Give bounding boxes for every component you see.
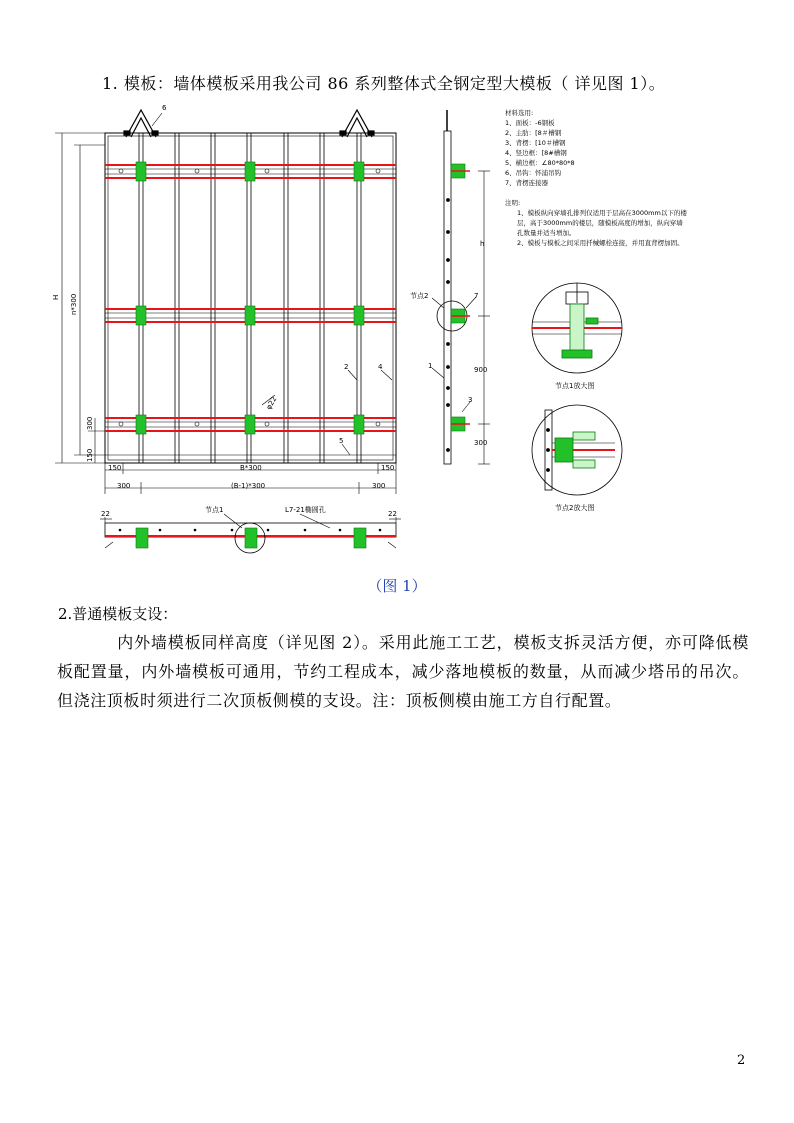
dim-300-bottom-left: 300 <box>117 482 131 490</box>
callout-1: 1 <box>428 362 433 370</box>
paragraph-text: 内外墙模板同样高度（详见图 2）。采用此施工工艺，模板支拆灵活方便，亦可降低模板配置量，内外墙模板可通用，节约工程成本，减少落地模板的数量，从而减少塔吊的吊次。但浇注顶板时须进行二次顶板侧模的支设。注：顶板侧模由施工方自行配置。 <box>57 633 749 710</box>
detail-1-caption: 节点1放大图 <box>555 382 595 390</box>
detail-1-enlarged <box>532 283 622 373</box>
dim-22-right: 22 <box>388 510 397 518</box>
material-item: 3、背楞：[10＃槽钢 <box>505 139 566 147</box>
detail-2-caption: 节点2放大图 <box>555 504 595 512</box>
dim-300-side: 300 <box>474 439 488 447</box>
node-2-label: 节点2 <box>410 292 429 300</box>
side-section <box>432 110 490 464</box>
dim-150-left: 150 <box>86 448 94 462</box>
callout-5: 5 <box>339 437 344 445</box>
dim-phi: φ22 <box>264 395 279 411</box>
material-item: 4、竖边框：[8#槽钢 <box>505 149 567 157</box>
material-item: 5、横边框：∠80*80*8 <box>505 159 575 167</box>
dim-150-bottom-left: 150 <box>108 464 122 472</box>
dim-B300: B*300 <box>240 464 262 472</box>
waler-connectors <box>136 162 364 434</box>
page-number: 2 <box>737 1053 746 1068</box>
materials-title: 材料选用: <box>505 109 534 117</box>
elevation-view <box>105 133 396 463</box>
material-item: 1、面板：-6钢板 <box>505 119 555 127</box>
section-heading-support: 2.普通模板支设： <box>58 605 178 623</box>
dim-n300: n*300 <box>70 293 78 315</box>
dim-22-left: 22 <box>101 510 110 518</box>
node-1-label: 节点1 <box>205 506 224 514</box>
notes-title: 注明: <box>505 199 521 207</box>
section-heading-formwork: 1. 模板：墙体模板采用我公司 86 系列整体式全钢定型大模板（ 详见图 1）。 <box>102 74 666 93</box>
dim-150-bottom-right: 150 <box>381 464 395 472</box>
dim-300-left: 300 <box>86 416 94 430</box>
callout-2: 2 <box>344 363 349 371</box>
dim-900: 900 <box>474 366 488 374</box>
dim-300-bottom-right: 300 <box>372 482 386 490</box>
dim-Bm1: (B-1)*300 <box>231 482 266 490</box>
callout-3: 3 <box>468 396 473 404</box>
material-item: 2、主肋：[8＃槽钢 <box>505 129 562 137</box>
figure-caption: （图 1） <box>367 577 427 595</box>
detail-2-enlarged <box>532 405 622 495</box>
note-item: 1、模板纵向穿墙孔排列仅适用于层高在3000mm以下的楼层，高于3000mm的楼层，随模板高度的增加，纵向穿墙孔数量并适当增加。 <box>517 209 687 237</box>
material-item: 7、背楞连接器 <box>505 179 549 187</box>
callout-7: 7 <box>474 292 479 300</box>
callout-4: 4 <box>378 363 383 371</box>
dim-H: H <box>52 294 60 300</box>
dim-h: h <box>480 240 485 248</box>
materials-legend <box>505 108 685 248</box>
body-paragraph <box>57 628 749 715</box>
callout-6: 6 <box>162 104 167 112</box>
note-item: 2、模板与模板之间采用扦械螺栓连接，并用直背楞加固。 <box>517 239 684 247</box>
waler-beams <box>105 165 396 431</box>
hole-label: L7-21椭圆孔 <box>285 506 326 514</box>
material-item: 6、吊钩：怀浦吊钩 <box>505 169 562 177</box>
